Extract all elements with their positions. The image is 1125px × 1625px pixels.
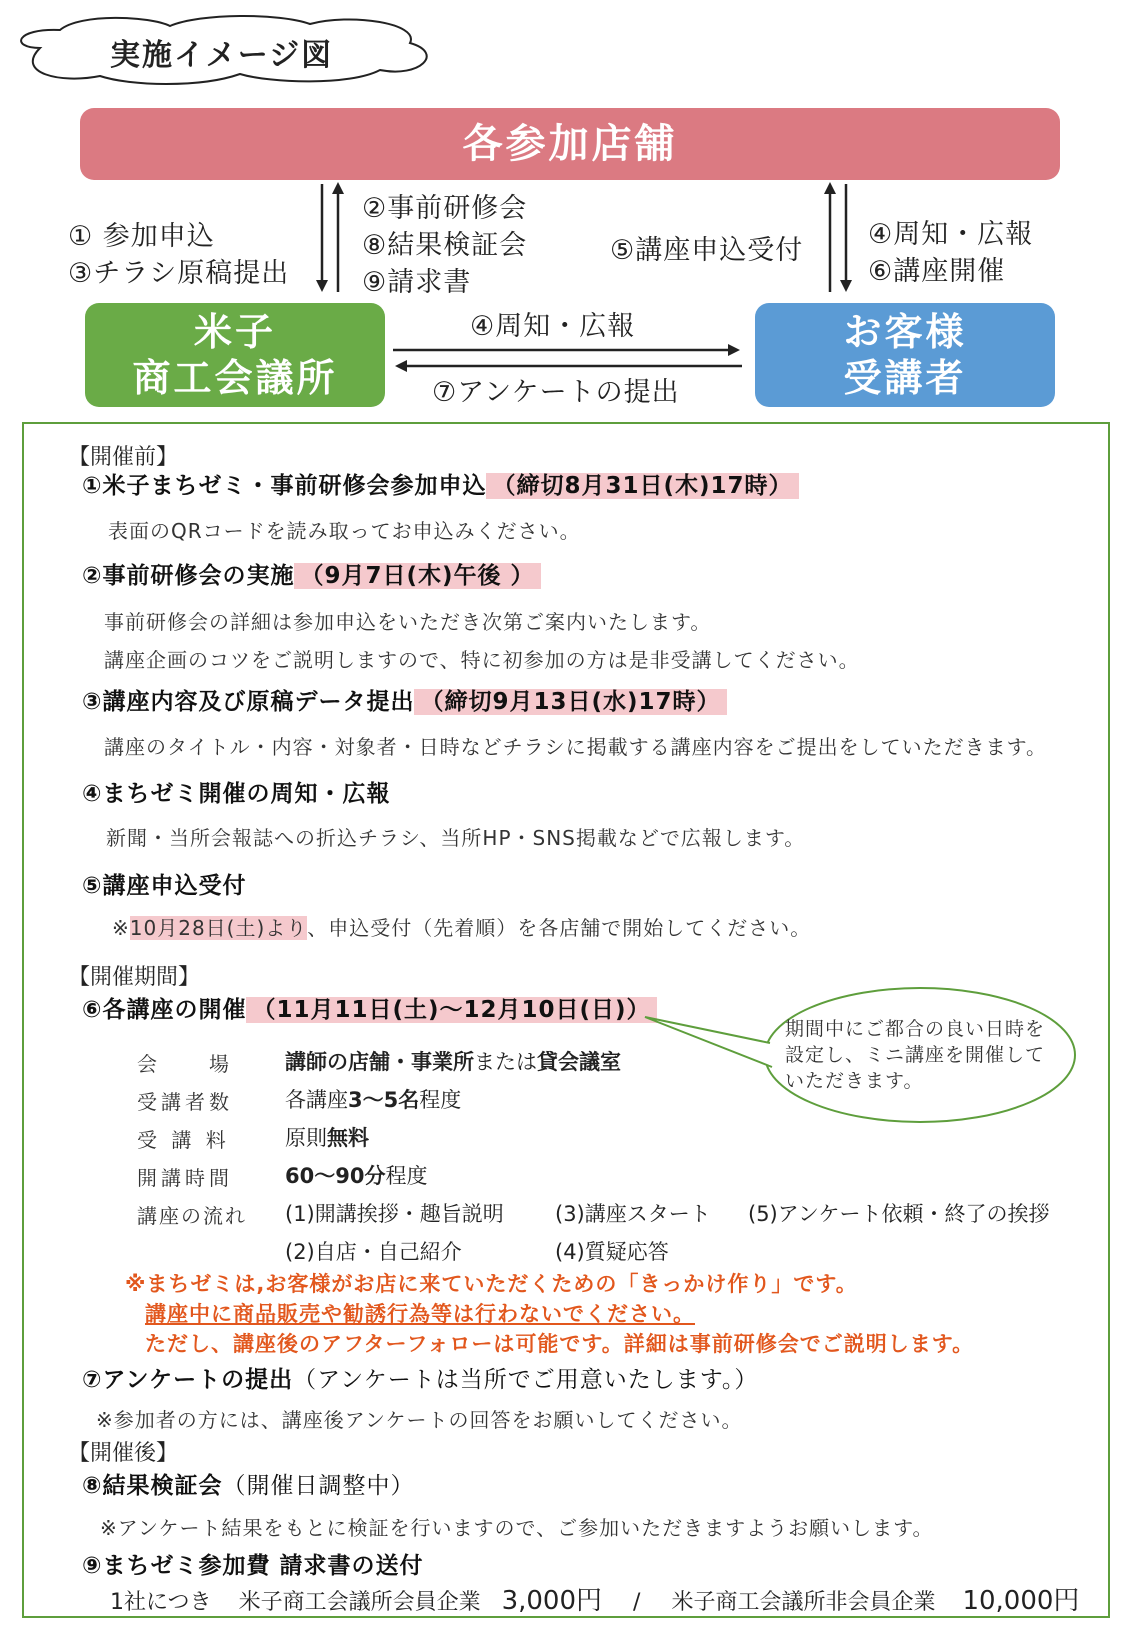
fee-value: 原則無料 <box>285 1126 369 1150</box>
step-1-deadline: （締切8月31日(木)17時） <box>486 473 798 499</box>
step-7-text: ※参加者の方には、講座後アンケートの回答をお願いしてください。 <box>96 1408 743 1432</box>
fee-per-company: 1社につき <box>110 1590 212 1615</box>
step-6-heading: ⑥各講座の開催 （11月11日(土)～12月10日(日)） <box>82 992 657 1028</box>
flow-arrows <box>0 0 1125 420</box>
customer-line-1: お客様 <box>843 310 967 354</box>
participating-stores-box: 各参加店舗 <box>80 108 1060 180</box>
flow-item-3: (3)講座スタート <box>555 1202 711 1226</box>
step-2-text-2: 講座企画のコツをご説明しますので、特に初参加の方は是非受講してください。 <box>104 648 860 672</box>
fee-line <box>110 1580 1079 1617</box>
section-before-label: 【開催前】 <box>68 445 179 470</box>
flow-item-5: (5)アンケート依頼・終了の挨拶 <box>748 1202 1050 1226</box>
page-title: 実施イメージ図 <box>110 38 334 73</box>
step-4-text: 新聞・当所会報誌への折込チラシ、当所HP・SNS掲載などで広報します。 <box>106 826 806 850</box>
flow-chamber-to-stores: ① 参加申込 ③チラシ原稿提出 <box>68 221 290 289</box>
nonmember-fee: 10,000円 <box>962 1586 1080 1616</box>
flow-stores-to-chamber: ②事前研修会 ⑧結果検証会 ⑨請求書 <box>362 193 528 298</box>
chamber-line-1: 米子 <box>193 310 276 354</box>
flow-label: 講座の流れ <box>137 1204 247 1228</box>
step-4-heading: ④まちゼミ開催の周知・広報 <box>82 781 391 807</box>
section-after-label: 【開催後】 <box>68 1441 179 1466</box>
step-3-text: 講座のタイトル・内容・対象者・日時などチラシに掲載する講座内容をご提出をしていただきます。 <box>104 735 1047 759</box>
step-1-text: 表面のQRコードを読み取ってお申込みください。 <box>108 519 581 543</box>
flow-customer-to-stores: ⑤講座申込受付 <box>610 235 804 266</box>
step-1-heading: ①米子まちゼミ・事前研修会参加申込 （締切8月31日(木)17時） <box>82 468 799 504</box>
step-5-text: ※10月28日(土)より、申込受付（先着順）を各店舗で開始してください。 <box>112 916 812 940</box>
flow-item-1: (1)開講挨拶・趣旨説明 <box>285 1202 504 1226</box>
venue-value: 講師の店舗・事業所または貸会議室 <box>285 1050 621 1074</box>
step-8-heading: ⑧結果検証会（開催日調整中） <box>82 1473 415 1499</box>
fee-label: 受 講 料 <box>137 1128 230 1152</box>
flow-item-4: (4)質疑応答 <box>555 1240 669 1264</box>
note-1: ※まちゼミは,お客様がお店に来ていただくための「きっかけ作り」です。 <box>125 1272 858 1296</box>
flow-chamber-to-customer: ④周知・広報 <box>470 311 636 342</box>
venue-label: 会 場 <box>137 1052 233 1076</box>
step-9-heading: ⑨まちゼミ参加費 請求書の送付 <box>82 1553 424 1579</box>
step-7-note: （アンケートは当所でご用意いたします。） <box>293 1367 759 1393</box>
step-3-deadline: （締切9月13日(水)17時） <box>414 689 726 715</box>
step-8-note: （開催日調整中） <box>222 1473 415 1499</box>
step-7-heading: ⑦アンケートの提出（アンケートは当所でご用意いたします。） <box>82 1367 759 1393</box>
time-value: 60～90分程度 <box>285 1164 428 1188</box>
chamber-line-2: 商工会議所 <box>132 356 338 400</box>
attendees-label: 受講者数 <box>137 1090 233 1114</box>
note-2: 講座中に商品販売や勧誘行為等は行わないでください。 <box>145 1302 695 1326</box>
step-5-date: 10月28日(土)より <box>129 916 308 940</box>
customer-line-2: 受講者 <box>843 356 967 400</box>
speech-bubble-text: 期間中にご都合の良い日時を設定し、ミニ講座を開催していただきます。 <box>785 1018 1046 1092</box>
step-8-text: ※アンケート結果をもとに検証を行いますので、ご参加いただきますようお願いします。 <box>100 1516 934 1540</box>
step-5-heading: ⑤講座申込受付 <box>82 873 247 899</box>
attendees-value: 各講座3～5名程度 <box>285 1088 462 1112</box>
step-2-date: （9月7日(木)午後 ） <box>294 563 540 589</box>
time-label: 開講時間 <box>137 1166 233 1190</box>
member-fee: 3,000円 <box>501 1586 603 1616</box>
section-during-label: 【開催期間】 <box>68 965 201 990</box>
flow-customer-to-chamber: ⑦アンケートの提出 <box>432 377 680 408</box>
step-3-heading: ③講座内容及び原稿データ提出 （締切9月13日(水)17時） <box>82 684 727 720</box>
step-2-text-1: 事前研修会の詳細は参加申込をいただき次第ご案内いたします。 <box>104 610 712 634</box>
nonmember-label: 米子商工会議所非会員企業 <box>671 1590 936 1615</box>
note-3: ただし、講座後のアフターフォローは可能です。詳細は事前研修会でご説明します。 <box>145 1332 975 1356</box>
member-label: 米子商工会議所会員企業 <box>238 1590 481 1615</box>
flow-stores-to-customer: ④周知・広報 ⑥講座開催 <box>868 219 1034 287</box>
step-6-dates: （11月11日(土)～12月10日(日)） <box>246 997 656 1023</box>
fee-separator: / <box>633 1590 641 1615</box>
flow-item-2: (2)自店・自己紹介 <box>285 1240 462 1264</box>
step-2-heading: ②事前研修会の実施 （9月7日(木)午後 ） <box>82 558 541 594</box>
